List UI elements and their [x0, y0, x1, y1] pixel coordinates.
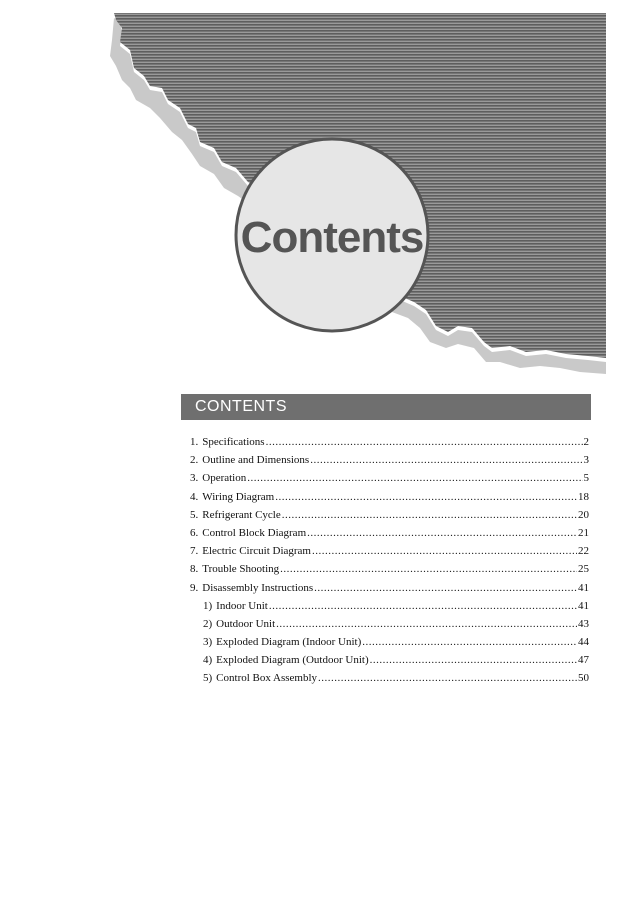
toc-subentry[interactable]	[190, 672, 589, 690]
toc-entry-number: 1)	[203, 599, 213, 612]
toc-entry-number: 9.	[190, 581, 199, 594]
toc-entry-page: 44	[578, 636, 589, 649]
toc-entry-title: Outdoor Unit	[216, 617, 276, 630]
toc-entry-number: 4.	[190, 490, 199, 503]
toc-entry-number: 1.	[190, 436, 199, 448]
toc-entry-title: Specifications	[202, 436, 265, 448]
toc-entry[interactable]	[190, 563, 589, 581]
toc-entry-title: Wiring Diagram	[202, 490, 275, 503]
toc-entry-number: 2)	[203, 617, 213, 630]
toc-leader-dots	[282, 509, 577, 521]
toc-entry-number: 8.	[190, 563, 199, 576]
toc-entry-title: Control Box Assembly	[216, 672, 318, 685]
toc-entry-page: 47	[578, 654, 589, 667]
toc-entry-number: 2.	[190, 454, 199, 467]
toc-subentry[interactable]	[190, 600, 589, 618]
toc-leader-dots	[247, 472, 582, 484]
toc-entry-title: Exploded Diagram (Outdoor Unit)	[216, 654, 369, 667]
toc-entry-page: 2	[583, 436, 589, 448]
toc-entry-page: 18	[578, 490, 589, 503]
toc-entry-title: Outline and Dimensions	[202, 454, 310, 467]
toc-entry-number: 3)	[203, 636, 213, 649]
table-of-contents	[190, 436, 589, 691]
toc-entry-title: Refrigerant Cycle	[202, 508, 281, 521]
toc-leader-dots	[312, 545, 577, 557]
toc-leader-dots	[307, 527, 577, 539]
toc-leader-dots	[280, 563, 577, 575]
toc-entry-title: Electric Circuit Diagram	[202, 545, 311, 558]
toc-entry-page: 25	[578, 563, 589, 576]
contents-heading: CONTENTS	[195, 398, 287, 415]
toc-subentry[interactable]	[190, 636, 589, 654]
toc-entry[interactable]	[190, 436, 589, 454]
toc-entry-number: 7.	[190, 545, 199, 558]
toc-entry-title: Disassembly Instructions	[202, 581, 314, 594]
toc-entry-title: Control Block Diagram	[202, 526, 307, 539]
toc-entry-page: 41	[578, 599, 589, 612]
toc-entry-number: 6.	[190, 526, 199, 539]
toc-entry[interactable]	[190, 491, 589, 509]
toc-subentry[interactable]	[190, 618, 589, 636]
toc-leader-dots	[275, 491, 577, 503]
toc-leader-dots	[276, 618, 577, 630]
toc-entry-page: 22	[578, 545, 589, 558]
toc-entry-page: 50	[578, 672, 589, 685]
toc-entry[interactable]	[190, 509, 589, 527]
toc-entry-number: 5.	[190, 508, 199, 521]
toc-subentry[interactable]	[190, 654, 589, 672]
contents-heading-bar	[181, 394, 591, 420]
cover-graphic	[0, 0, 636, 380]
toc-entry-page: 3	[583, 454, 589, 467]
toc-entry-page: 20	[578, 508, 589, 521]
toc-leader-dots	[310, 454, 582, 466]
toc-leader-dots	[362, 636, 577, 648]
toc-leader-dots	[266, 436, 583, 448]
toc-entry-number: 5)	[203, 672, 213, 685]
toc-leader-dots	[269, 600, 577, 612]
toc-entry-title: Operation	[202, 472, 247, 485]
toc-entry-page: 41	[578, 581, 589, 594]
toc-entry-page: 43	[578, 617, 589, 630]
toc-entry-page: 5	[583, 472, 589, 485]
toc-entry[interactable]	[190, 582, 589, 600]
toc-entry-number: 3.	[190, 472, 199, 485]
toc-entry-page: 21	[578, 526, 589, 539]
toc-leader-dots	[314, 582, 577, 594]
toc-leader-dots	[318, 672, 577, 684]
toc-entry[interactable]	[190, 527, 589, 545]
toc-entry[interactable]	[190, 545, 589, 563]
cover-title: Contents	[240, 213, 424, 262]
toc-entry-title: Exploded Diagram (Indoor Unit)	[216, 636, 362, 649]
toc-entry-title: Trouble Shooting	[202, 563, 280, 576]
toc-entry-number: 4)	[203, 654, 213, 667]
toc-leader-dots	[370, 654, 577, 666]
toc-entry-title: Indoor Unit	[216, 599, 268, 612]
toc-entry[interactable]	[190, 454, 589, 472]
toc-entry[interactable]	[190, 472, 589, 490]
